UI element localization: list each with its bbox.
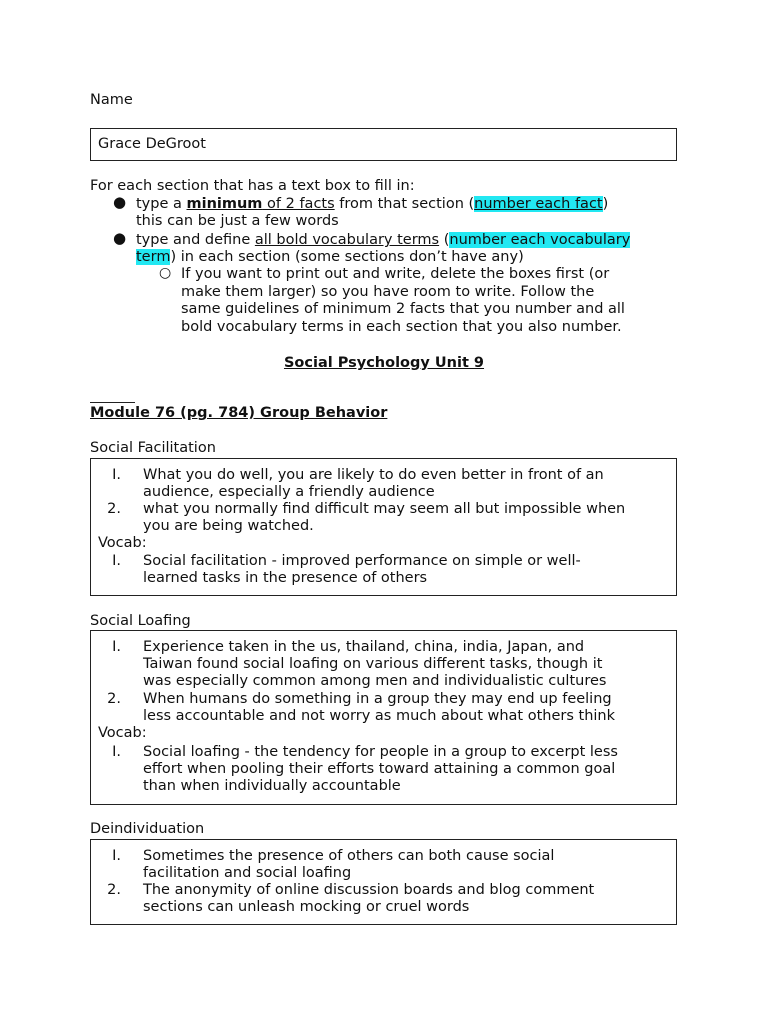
section-heading: Social Loafing xyxy=(90,613,191,629)
fact-line: When humans do something in a group they may end up feeling xyxy=(143,691,612,707)
fact-line: sections can unleash mocking or cruel words xyxy=(143,899,470,915)
list-marker: I. xyxy=(112,848,121,864)
vocab-line: learned tasks in the presence of others xyxy=(143,570,428,586)
fact-line: Experience taken in the us, thailand, china, india, Japan, and xyxy=(143,639,585,655)
instruction-item-2: type and define all bold vocabulary terms (number each vocabulary xyxy=(136,232,631,248)
list-marker: I. xyxy=(112,553,121,569)
sub-instruction-line: If you want to print out and write, delete the boxes first (or xyxy=(181,266,610,282)
vocab-line: effort when pooling their efforts toward attaining a common goal xyxy=(143,761,616,777)
list-marker: I. xyxy=(112,467,121,483)
bullet-icon: ● xyxy=(113,193,127,211)
list-marker: I. xyxy=(112,744,121,760)
fact-line: less accountable and not worry as much about what others think xyxy=(143,708,616,724)
vocab-label: Vocab: xyxy=(98,535,147,551)
fact-line: Sometimes the presence of others can both cause social xyxy=(143,848,555,864)
fact-line: what you normally find difficult may seem all but impossible when xyxy=(143,501,626,517)
unit-title: Social Psychology Unit 9 xyxy=(283,355,485,371)
module-title: Module 76 (pg. 784) Group Behavior xyxy=(90,405,388,421)
list-marker: 2. xyxy=(107,882,121,898)
list-marker: I. xyxy=(112,639,121,655)
vocab-line: Social loafing - the tendency for people in a group to excerpt less xyxy=(143,744,618,760)
name-value: Grace DeGroot xyxy=(98,136,206,152)
list-marker: 2. xyxy=(107,501,121,517)
instruction-item-2-cont: term) in each section (some sections don’t have any) xyxy=(136,249,524,265)
section-heading: Deindividuation xyxy=(90,821,205,837)
sub-instruction-line: bold vocabulary terms in each section that you also number. xyxy=(181,319,622,335)
fact-line: What you do well, you are likely to do even better in front of an xyxy=(143,467,604,483)
sub-instruction-line: make them larger) so you have room to write. Follow the xyxy=(181,284,595,300)
fact-line: Taiwan found social loafing on various different tasks, though it xyxy=(143,656,603,672)
instructions-intro: For each section that has a text box to fill in: xyxy=(90,178,415,194)
fact-line: you are being watched. xyxy=(143,518,314,534)
divider xyxy=(90,402,135,403)
fact-line: facilitation and social loafing xyxy=(143,865,352,881)
answer-box-social-facilitation[interactable] xyxy=(90,458,677,596)
vocab-label: Vocab: xyxy=(98,725,147,741)
section-heading: Social Facilitation xyxy=(90,440,216,456)
answer-box-social-loafing[interactable] xyxy=(90,630,677,805)
instruction-item-1: type a minimum of 2 facts from that section (number each fact) xyxy=(136,196,609,212)
sub-instruction-line: same guidelines of minimum 2 facts that you number and all xyxy=(181,301,625,317)
instruction-item-1-cont: this can be just a few words xyxy=(136,213,339,229)
fact-line: was especially common among men and individualistic cultures xyxy=(143,673,607,689)
hollow-bullet-icon: ○ xyxy=(159,265,172,281)
answer-box-deindividuation[interactable] xyxy=(90,839,677,925)
vocab-line: than when individually accountable xyxy=(143,778,401,794)
name-field[interactable] xyxy=(90,128,677,161)
name-label: Name xyxy=(90,92,133,108)
vocab-line: Social facilitation - improved performance on simple or well- xyxy=(143,553,581,569)
bullet-icon: ● xyxy=(113,229,127,247)
fact-line: audience, especially a friendly audience xyxy=(143,484,435,500)
list-marker: 2. xyxy=(107,691,121,707)
fact-line: The anonymity of online discussion boards and blog comment xyxy=(143,882,595,898)
